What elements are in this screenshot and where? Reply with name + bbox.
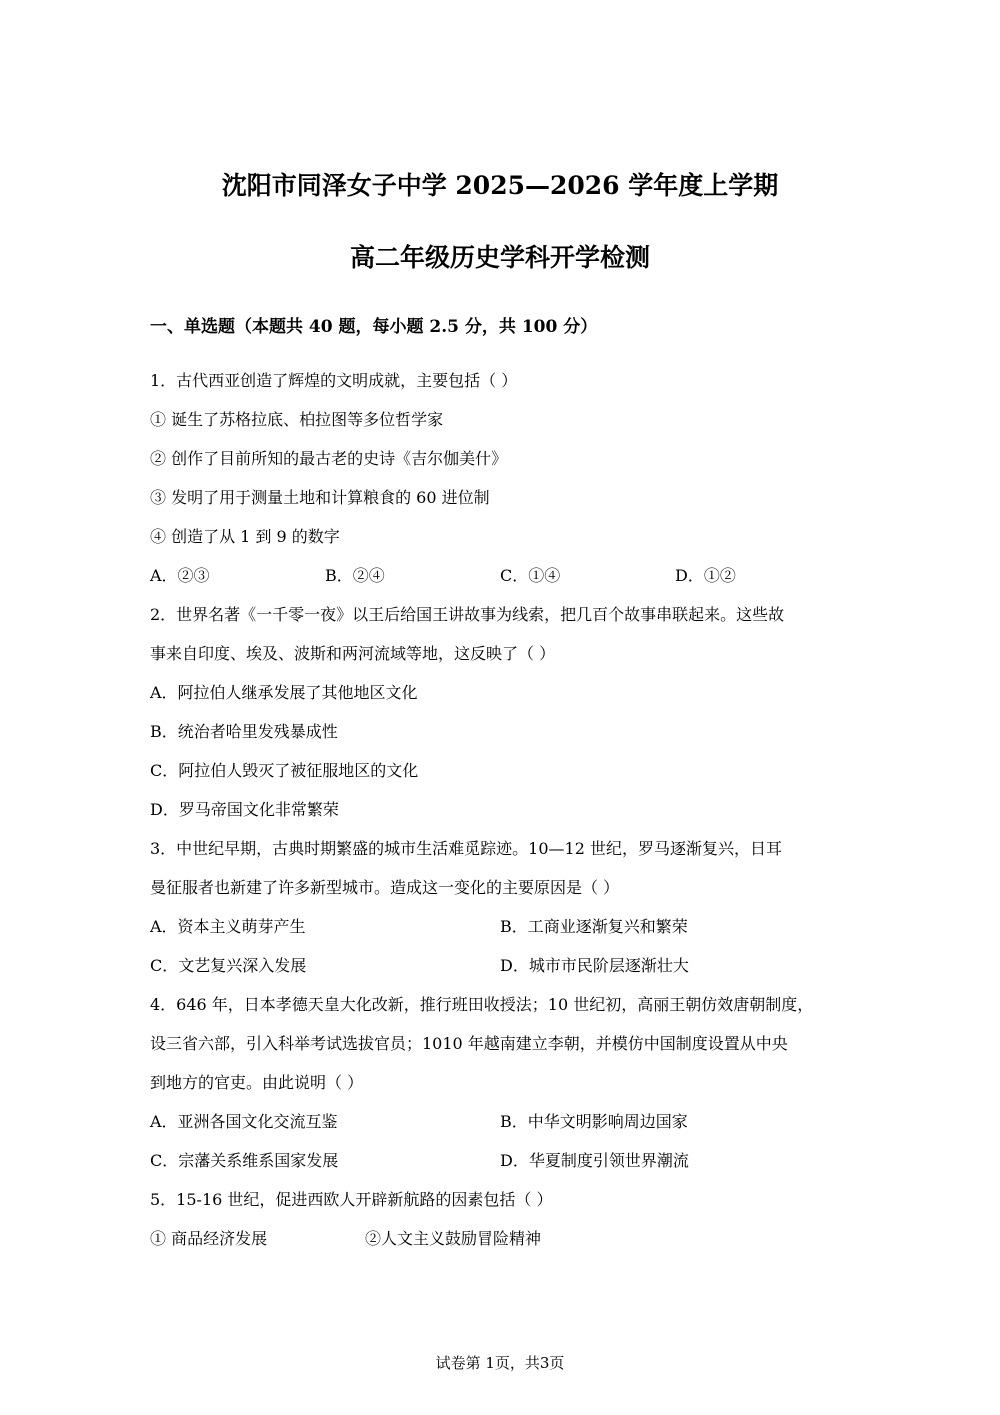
exam-title-line2: 高二年级历史学科开学检测 <box>349 243 650 272</box>
question-1-option-d[interactable]: D．①② <box>675 566 736 585</box>
section-heading: 一、单选题（本题共 40 题，每小题 2.5 分，共 100 分） <box>150 317 598 337</box>
question-1-item-2: ② 创作了目前所知的最古老的史诗《吉尔伽美什》 <box>150 449 508 468</box>
question-4-option-d[interactable]: D．华夏制度引领世界潮流 <box>500 1151 689 1170</box>
question-1-option-a[interactable]: A．②③ <box>150 566 210 585</box>
question-4-option-a[interactable]: A．亚洲各国文化交流互鉴 <box>150 1112 338 1131</box>
question-1-item-4: ④ 创造了从 1 到 9 的数字 <box>150 527 340 546</box>
question-3-option-a[interactable]: A．资本主义萌芽产生 <box>150 917 306 936</box>
question-4-option-b[interactable]: B．中华文明影响周边国家 <box>500 1112 688 1131</box>
question-1-item-3: ③ 发明了用于测量土地和计算粮食的 60 进位制 <box>150 488 490 507</box>
page-footer: 试卷第 1页，共3页 <box>435 1354 565 1372</box>
question-1-stem: 1．古代西亚创造了辉煌的文明成就，主要包括（ ） <box>150 371 518 390</box>
question-5-stem: 5．15-16 世纪，促进西欧人开辟新航路的因素包括（ ） <box>150 1190 553 1209</box>
exam-title-line1: 沈阳市同泽女子中学 2025—2026 学年度上学期 <box>221 171 779 200</box>
question-4-option-c[interactable]: C．宗藩关系维系国家发展 <box>150 1151 339 1170</box>
question-4-stem-line2: 设三省六部，引入科举考试选拔官员；1010 年越南建立李朝，并模仿中国制度设置从中央 <box>150 1034 788 1053</box>
question-5-item-2: ②人文主义鼓励冒险精神 <box>365 1229 542 1248</box>
question-2-stem-line2: 事来自印度、埃及、波斯和两河流域等地，这反映了（ ） <box>150 644 556 663</box>
question-3-option-c[interactable]: C．文艺复兴深入发展 <box>150 956 307 975</box>
question-2-option-b[interactable]: B．统治者哈里发残暴成性 <box>150 722 338 741</box>
question-1-option-b[interactable]: B．②④ <box>325 566 385 585</box>
question-1-option-c[interactable]: C．①④ <box>500 566 561 585</box>
question-4-stem-line3: 到地方的官吏。由此说明（ ） <box>150 1073 364 1092</box>
question-2-stem-line1: 2．世界名著《一千零一夜》以王后给国王讲故事为线索，把几百个故事串联起来。这些故 <box>150 605 785 624</box>
question-2-option-d[interactable]: D．罗马帝国文化非常繁荣 <box>150 800 339 819</box>
question-3-stem-line1: 3．中世纪早期，古典时期繁盛的城市生活难觅踪迹。10—12 世纪，罗马逐渐复兴，日耳 <box>150 839 782 858</box>
question-5-item-1: ① 商品经济发展 <box>150 1229 268 1248</box>
question-2-option-a[interactable]: A．阿拉伯人继承发展了其他地区文化 <box>150 683 418 702</box>
question-4-stem-line1: 4．646 年，日本孝德天皇大化改新，推行班田收授法；10 世纪初，高丽王朝仿效唐朝制度， <box>150 995 814 1014</box>
question-3-stem-line2: 曼征服者也新建了许多新型城市。造成这一变化的主要原因是（ ） <box>150 878 620 897</box>
question-1-item-1: ① 诞生了苏格拉底、柏拉图等多位哲学家 <box>150 410 444 429</box>
question-2-option-c[interactable]: C．阿拉伯人毁灭了被征服地区的文化 <box>150 761 419 780</box>
question-3-option-d[interactable]: D．城市市民阶层逐渐壮大 <box>500 956 689 975</box>
question-3-option-b[interactable]: B．工商业逐渐复兴和繁荣 <box>500 917 688 936</box>
